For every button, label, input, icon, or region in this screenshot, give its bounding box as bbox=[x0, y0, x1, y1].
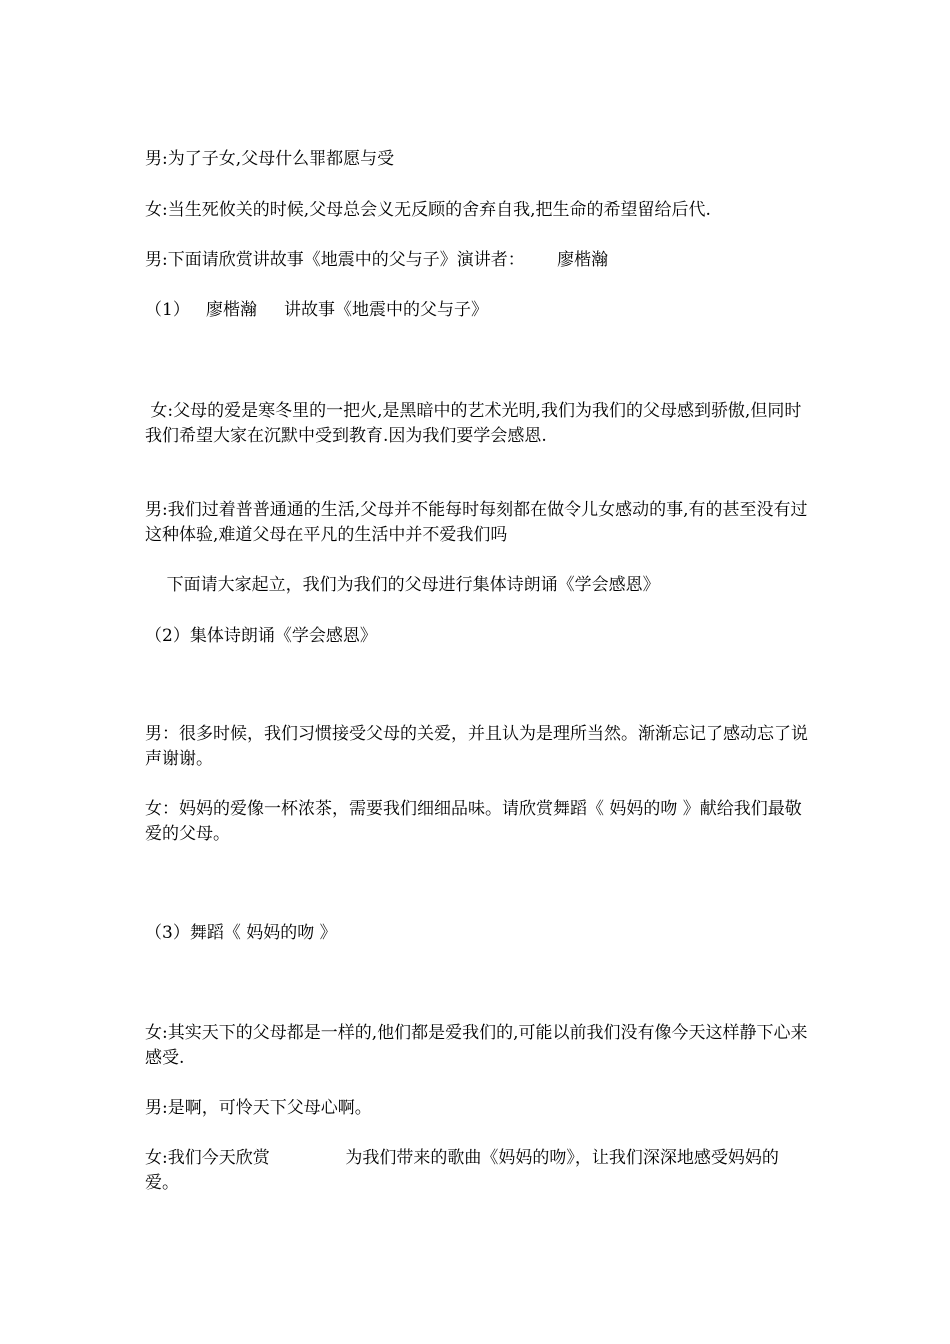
dialogue-line: 女:其实天下的父母都是一样的,他们都是爱我们的,可能以前我们没有像今天这样静下心来感受. bbox=[145, 1023, 808, 1068]
dialogue-line: 女：妈妈的爱像一杯浓茶，需要我们细细品味。请欣赏舞蹈《 妈妈的吻 》献给我们最敬爱的父母。 bbox=[145, 799, 802, 844]
dialogue-line: 男:是啊，可怜天下父母心啊。 bbox=[145, 1098, 372, 1118]
program-item: （2）集体诗朗诵《学会感恩》 bbox=[145, 626, 377, 646]
program-item: （3）舞蹈《 妈妈的吻 》 bbox=[145, 923, 337, 943]
dialogue-line: 男:我们过着普普通通的生活,父母并不能每时每刻都在做令儿女感动的事,有的甚至没有过这种体验,难道父母在平凡的生活中并不爱我们吗 bbox=[145, 500, 808, 545]
program-item: （1） 廖楷瀚 讲故事《地震中的父与子》 bbox=[145, 300, 489, 320]
dialogue-line: 女:当生死攸关的时候,父母总会义无反顾的舍弃自我,把生命的希望留给后代. bbox=[145, 200, 711, 220]
dialogue-line: 男：很多时候，我们习惯接受父母的关爱，并且认为是理所当然。渐渐忘记了感动忘了说声谢谢。 bbox=[145, 724, 808, 769]
dialogue-line: 男:下面请欣赏讲故事《地震中的父与子》演讲者： 廖楷瀚 bbox=[145, 250, 609, 270]
dialogue-line: 下面请大家起立，我们为我们的父母进行集体诗朗诵《学会感恩》 bbox=[145, 575, 660, 595]
dialogue-line: 男:为了子女,父母什么罪都愿与受 bbox=[145, 149, 395, 169]
dialogue-line: 女:我们今天欣赏 为我们带来的歌曲《妈妈的吻》，让我们深深地感受妈妈的爱。 bbox=[145, 1148, 779, 1193]
dialogue-line: 女:父母的爱是寒冬里的一把火,是黑暗中的艺术光明,我们为我们的父母感到骄傲,但同时我们希望大家在沉默中受到教育.因为我们要学会感恩. bbox=[145, 401, 802, 446]
